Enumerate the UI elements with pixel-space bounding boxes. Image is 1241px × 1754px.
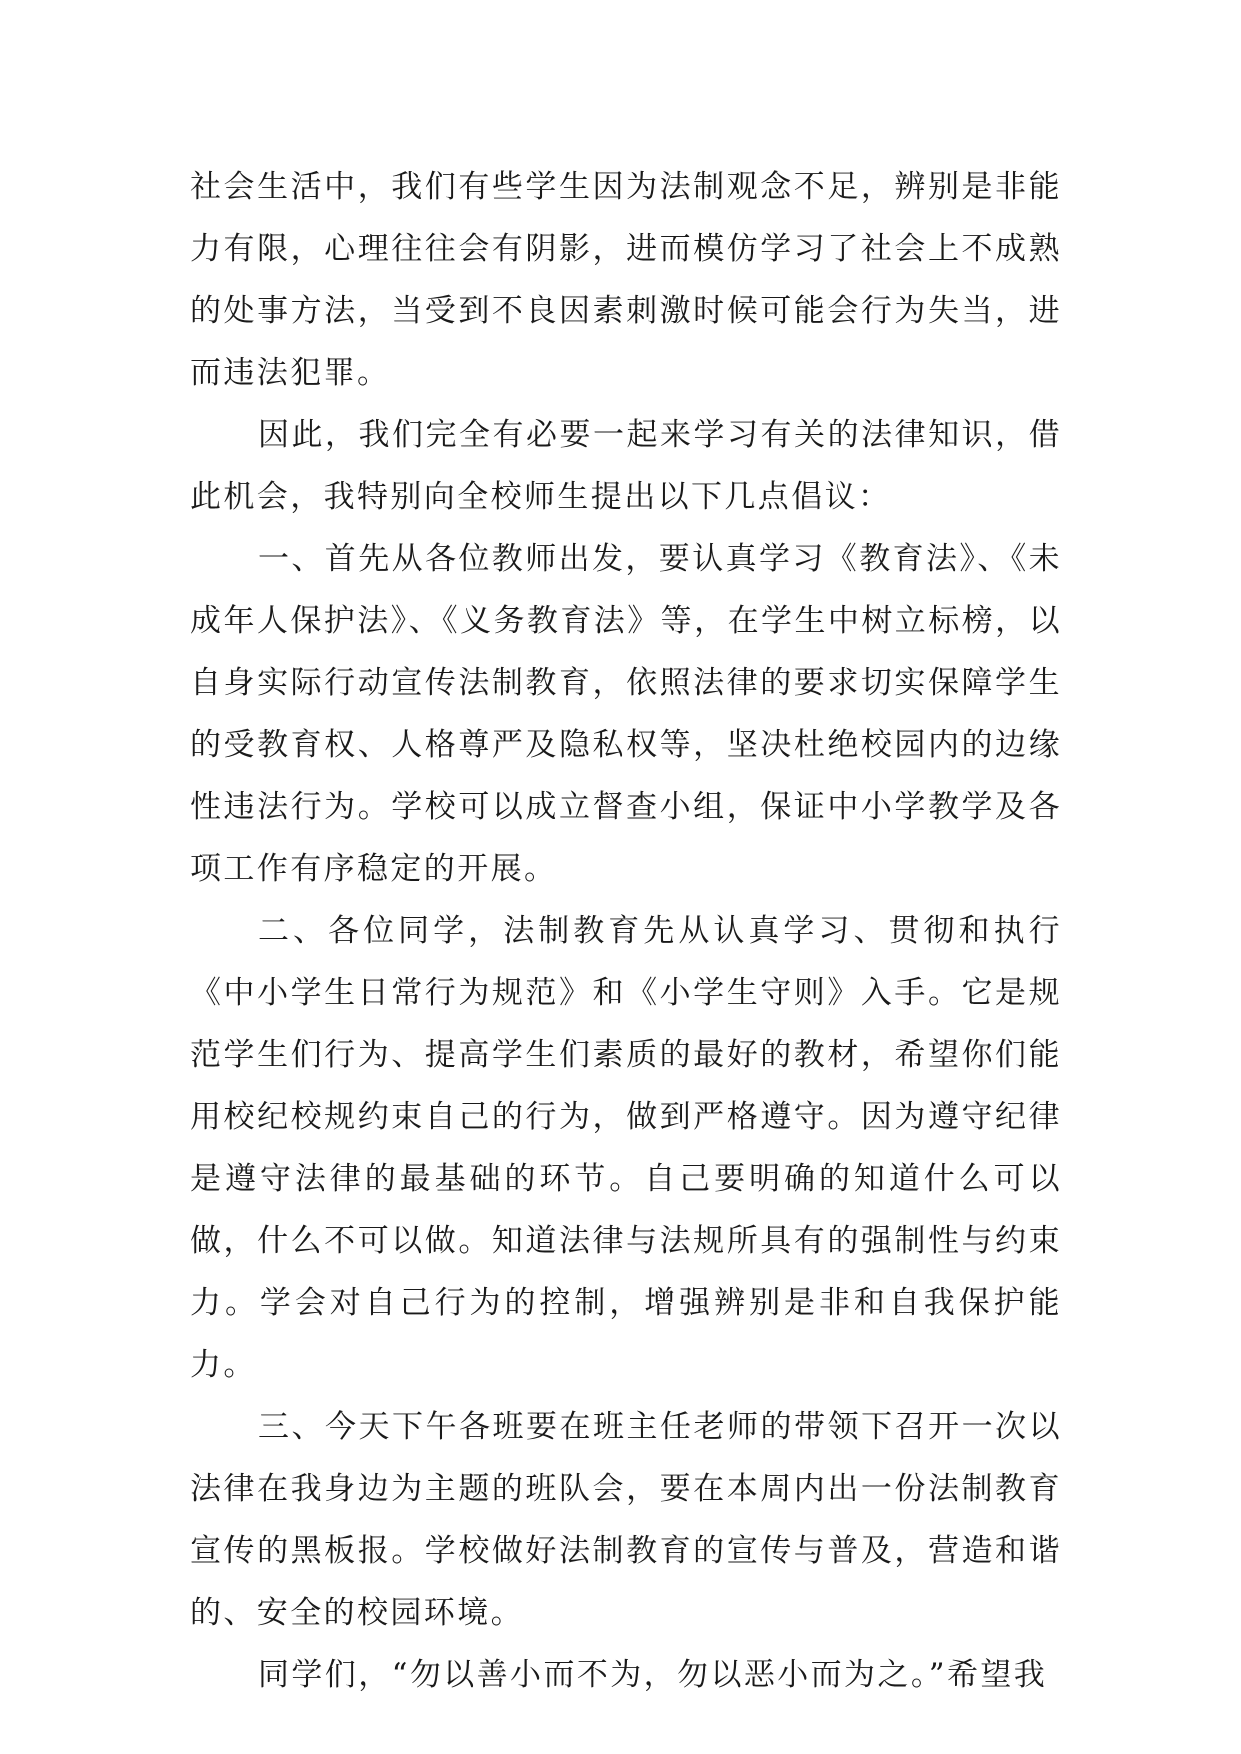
document-body [190, 156, 1062, 1706]
paragraph-2: 因此，我们完全有必要一起来学习有关的法律知识，借此机会，我特别向全校师生提出以下几点倡议： [190, 417, 1062, 515]
paragraph-6: 同学们，“勿以善小而不为，勿以恶小而为之。”希望我 [258, 1657, 1048, 1693]
paragraph-4: 二、各位同学，法制教育先从认真学习、贯彻和执行《中小学生日常行为规范》和《小学生守则》入手。它是规范学生们行为、提高学生们素质的最好的教材，希望你们能用校纪校规约束自己的行为，做到严格遵守。因为遵守纪律是遵守法律的最基础的环节。自己要明确的知道什么可以做，什么不可以做。知道法律与法规所具有的强制性与约束力。学会对自己行为的控制，增强辨别是非和自我保护能力。 [190, 913, 1062, 1383]
paragraph-1: 社会生活中，我们有些学生因为法制观念不足，辨别是非能力有限，心理往往会有阴影，进而模仿学习了社会上不成熟的处事方法，当受到不良因素刺激时候可能会行为失当，进而违法犯罪。 [190, 169, 1062, 391]
paragraph-3: 一、首先从各位教师出发，要认真学习《教育法》、《未成年人保护法》、《义务教育法》等，在学生中树立标榜，以自身实际行动宣传法制教育，依照法律的要求切实保障学生的受教育权、人格尊严及隐私权等，坚决杜绝校园内的边缘性违法行为。学校可以成立督查小组，保证中小学教学及各项工作有序稳定的开展。 [190, 541, 1062, 887]
paragraph-5: 三、今天下午各班要在班主任老师的带领下召开一次以法律在我身边为主题的班队会，要在本周内出一份法制教育宣传的黑板报。学校做好法制教育的宣传与普及，营造和谐的、安全的校园环境。 [190, 1409, 1062, 1631]
